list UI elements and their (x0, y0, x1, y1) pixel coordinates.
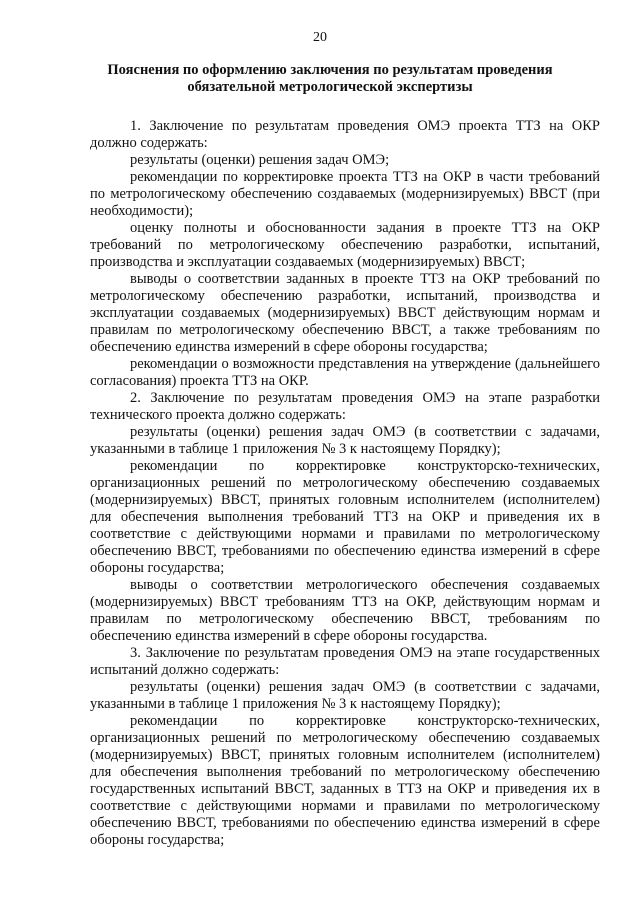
paragraph: оценку полноты и обоснованности задания в проекте ТТЗ на ОКР требований по метрологическому обеспечению разработки, испытаний, производства и эксплуатации создаваемых (модернизируемых) ВВСТ; (90, 220, 600, 270)
paragraph: 2. Заключение по результатам проведения ОМЭ на этапе разработки технического проекта должно содержать: (90, 390, 600, 423)
paragraph: результаты (оценки) решения задач ОМЭ; (130, 152, 390, 168)
paragraph: рекомендации по корректировке проекта ТТЗ на ОКР в части требований по метрологическому обеспечению создаваемых (модернизируемых) ВВСТ (при необходимости); (90, 169, 600, 219)
document-title: Пояснения по оформлению заключения по результатам проведения обязательной метрологической экспертизы (107, 62, 553, 95)
paragraph: выводы о соответствии метрологического обеспечения создаваемых (модернизируемых) ВВСТ требованиям ТТЗ на ОКР, действующим нормам и правилам по метрологическому обеспечению ВВСТ, требованиям по обеспечению единства измерений в сфере обороны государства. (90, 577, 600, 644)
paragraph: рекомендации по корректировке конструкторско-технических, организационных решений по метрологическому обеспечению создаваемых (модернизируемых) ВВСТ, принятых головным исполнителем (исполнителем) для обеспечения выполнения требований ТТЗ на ОКР и приведения их в соответствие с действующими нормами и правилами по метрологическому обеспечению ВВСТ, требованиями по обеспечению единства измерений в сфере обороны государства; (90, 458, 600, 576)
paragraph: 3. Заключение по результатам проведения ОМЭ на этапе государственных испытаний должно содержать: (90, 645, 600, 678)
paragraph: выводы о соответствии заданных в проекте ТТЗ на ОКР требований по метрологическому обеспечению разработки, испытаний, производства и эксплуатации создаваемых (модернизируемых) ВВСТ действующим нормам и правилам по метрологическому обеспечению ВВСТ, а также требованиям по обеспечению единства измерений в сфере обороны государства; (90, 271, 600, 355)
paragraph: 1. Заключение по результатам проведения ОМЭ проекта ТТЗ на ОКР должно содержать: (90, 118, 600, 151)
paragraph: рекомендации о возможности представления на утверждение (дальнейшего согласования) проекта ТТЗ на ОКР. (90, 356, 600, 389)
page-number: 20 (313, 30, 327, 45)
paragraph: результаты (оценки) решения задач ОМЭ (в соответствии с задачами, указанными в таблице 1 приложения № 3 к настоящему Порядку); (90, 679, 600, 712)
document-body (90, 118, 600, 849)
paragraph: рекомендации по корректировке конструкторско-технических, организационных решений по метрологическому обеспечению создаваемых (модернизируемых) ВВСТ, принятых головным исполнителем (исполнителем) для обеспечения выполнения требований по метрологическому обеспечению государственных испытаний ВВСТ, заданных в ТТЗ на ОКР и приведения их в соответствие с действующими нормами и правилами по метрологическому обеспечению ВВСТ, требованиями по обеспечению единства измерений в сфере обороны государства; (90, 713, 600, 848)
paragraph: результаты (оценки) решения задач ОМЭ (в соответствии с задачами, указанными в таблице 1 приложения № 3 к настоящему Порядку); (90, 424, 600, 457)
